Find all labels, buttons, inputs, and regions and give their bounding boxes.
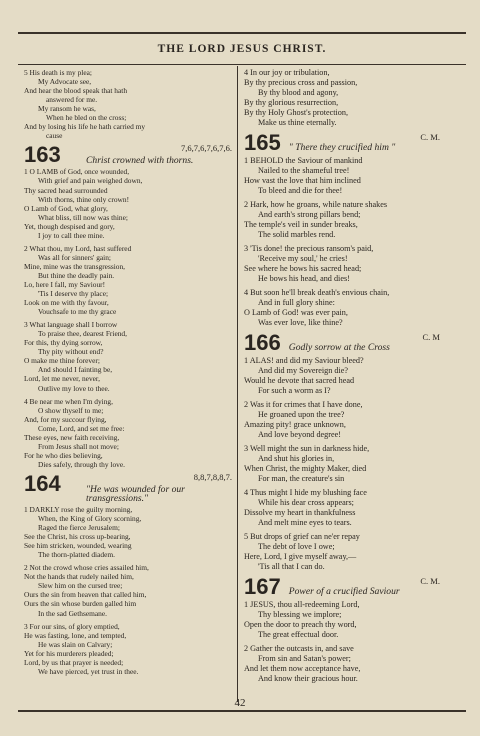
verse-line: My Advocate see,: [38, 77, 92, 87]
verse-line: 1 DARKLY rose the guilty morning,: [24, 505, 133, 515]
verse-line: See him stricken, wounded, wearing: [24, 541, 132, 551]
meter: C. M: [422, 332, 440, 342]
verse-line: Thy blessing we implore;: [258, 610, 342, 619]
verse-line: Ours the sin from heaven that called him,: [24, 590, 147, 600]
verse-line: For this, thy dying sorrow,: [24, 338, 103, 348]
hymn-header-167: [244, 576, 444, 598]
hymn-number: 165: [244, 130, 281, 155]
verse-line: He groaned upon the tree?: [258, 410, 345, 419]
verse-line: 4 But soon he'll break death's envious chain,: [244, 288, 390, 297]
verse-line: Was ever love, like thine?: [258, 318, 343, 327]
verse-line: With grief and pain weighed down,: [38, 176, 143, 186]
stanza: [244, 356, 444, 396]
verse-line: 1 ALAS! and did my Saviour bleed?: [244, 356, 364, 365]
stanza: [244, 200, 444, 240]
verse-line: And know their gracious hour.: [258, 674, 358, 683]
verse-line: Look on me with thy favour,: [24, 298, 109, 308]
verse-line: And should I fainting be,: [38, 365, 113, 375]
stanza: [24, 68, 236, 140]
verse-line: I joy to call thee mine.: [38, 230, 105, 240]
stanza: [24, 320, 236, 392]
verse-line: In the sad Gethsemane.: [38, 608, 107, 618]
hymn-title: " There they crucified him ": [288, 142, 396, 153]
verse-line: For man, the creature's sin: [258, 474, 345, 483]
meter: 8,8,7,8,8,7.: [193, 471, 232, 482]
meter: 7,6,7,6,7,6,7,6.: [181, 143, 232, 154]
verse-line: 4 Thus might I hide my blushing face: [244, 488, 367, 497]
hymn-number: 164: [24, 470, 61, 496]
verse-line: 3 What language shall I borrow: [24, 320, 118, 330]
verse-line: My ransom he was,: [38, 104, 96, 114]
hymn-header-163: [24, 142, 236, 168]
stanza: [24, 244, 236, 316]
verse-line: 1 JESUS, thou all-redeeming Lord,: [244, 600, 360, 609]
verse-line: And love beyond degree!: [258, 430, 341, 439]
stanza: [244, 288, 444, 328]
verse-line: 2 What thou, my Lord, hast suffered: [24, 243, 132, 253]
verse-line: O Lamb of God, what glory,: [24, 203, 108, 213]
verse-line: And, for my succour flying,: [24, 414, 107, 424]
running-header: THE LORD JESUS CHRIST.: [18, 32, 466, 65]
verse-line: He was fasting, lone, and tempted,: [24, 630, 127, 640]
column-divider: [237, 66, 238, 702]
verse-line: Lord, let me never, never,: [24, 374, 100, 384]
verse-line: And hear the blood speak that hath: [24, 86, 128, 96]
stanza: [24, 622, 236, 676]
verse-line: He was slain on Calvary;: [38, 639, 113, 649]
verse-line: Slew him on the cursed tree;: [38, 581, 123, 591]
verse-line: What bliss, till now was thine;: [38, 212, 128, 222]
left-column: [24, 68, 236, 680]
verse-line: 4 Be near me when I'm dying,: [24, 396, 113, 406]
verse-line: And did my Sovereign die?: [258, 366, 349, 375]
verse-line: O Lamb of God! was ever pain,: [244, 308, 348, 317]
verse-line: Come, Lord, and set me free:: [38, 423, 125, 433]
verse-line: By thy precious cross and passion,: [244, 78, 358, 87]
stanza: [244, 532, 444, 572]
verse-line: 2 Gather the outcasts in, and save: [244, 644, 354, 653]
verse-line: 2 Not the crowd whose cries assailed him,: [24, 563, 149, 573]
verse-line: 1 O LAMB of God, once wounded,: [24, 167, 130, 177]
hymn-header-166: [244, 332, 444, 354]
hymn-number: 167: [244, 574, 281, 599]
verse-line: The great effectual door.: [258, 630, 339, 639]
verse-line: To praise thee, dearest Friend,: [38, 329, 127, 339]
verse-line: And shut his glories in,: [258, 454, 335, 463]
stanza: [244, 644, 444, 684]
right-column: [244, 68, 444, 688]
hymn-title: "He was wounded for our transgressions.": [86, 483, 185, 504]
verse-line: 1 BEHOLD the Saviour of mankind: [244, 156, 363, 165]
verse-line: We have pierced, yet trust in thee.: [38, 666, 139, 676]
verse-line: And earth's strong pillars bend;: [258, 210, 361, 219]
verse-line: He bows his head, and dies!: [258, 274, 350, 283]
verse-line: See where he bows his sacred head;: [244, 264, 362, 273]
stanza: [244, 68, 444, 128]
verse-line: The thorn-platted diadem.: [38, 550, 115, 560]
verse-line: But thine the deadly pain.: [38, 270, 115, 280]
verse-line: Would he devote that sacred head: [244, 376, 355, 385]
verse-line: When Christ, the mighty Maker, died: [244, 464, 367, 473]
stanza: [24, 167, 236, 239]
hymn-number: 163: [24, 142, 61, 168]
verse-line: 2 Hark, how he groans, while nature shakes: [244, 200, 388, 209]
verse-line: Ours the sin whose burden galled him: [24, 599, 137, 609]
verse-line: From sin and Satan's power;: [258, 654, 351, 663]
verse-line: 'Receive my soul,' he cries!: [258, 254, 348, 263]
page-number: 42: [234, 697, 246, 709]
stanza: [244, 156, 444, 196]
bottom-rule: [18, 710, 466, 712]
hymn-title: Godly sorrow at the Cross: [288, 342, 390, 353]
verse-line: Open the door to preach thy word,: [244, 620, 357, 629]
verse-line: From Jesus shall not move;: [38, 441, 119, 451]
stanza: [244, 244, 444, 284]
hymn-title: Christ crowned with thorns.: [86, 155, 194, 167]
verse-line: And melt mine eyes to tears.: [258, 518, 352, 527]
hymn-header-165: [244, 132, 444, 154]
verse-line: Yet, though despised and gory,: [24, 221, 115, 231]
meter: C. M.: [420, 132, 440, 142]
verse-line: And by losing his life he hath carried my: [24, 122, 146, 132]
verse-line: How vast the love that him inclined: [244, 176, 361, 185]
verse-line: And let them now acceptance have,: [244, 664, 361, 673]
verse-line: 4 In our joy or tribulation,: [244, 68, 330, 77]
verse-line: The debt of love I owe;: [258, 542, 335, 551]
verse-line: 'Tis I deserve thy place;: [38, 289, 109, 299]
verse-line: Raged the fierce Jerusalem;: [38, 523, 120, 533]
verse-line: 2 Was it for crimes that I have done,: [244, 400, 363, 409]
verse-line: When, the King of Glory scorning,: [38, 514, 142, 524]
verse-line: By thy blood and agony,: [258, 88, 339, 97]
stanza: [244, 488, 444, 528]
verse-line: Mine, mine was the transgression,: [24, 261, 125, 271]
verse-line: Lord, by us that prayer is needed;: [24, 657, 124, 667]
verse-line: For he who dies believing,: [24, 450, 103, 460]
verse-line: O make me thine forever;: [24, 356, 100, 366]
verse-line: With thorns, thine only crown!: [38, 194, 130, 204]
verse-line: The solid marbles rend.: [258, 230, 336, 239]
verse-line: Was all for sinners' gain;: [38, 252, 111, 262]
verse-line: 5 But drops of grief can ne'er repay: [244, 532, 360, 541]
verse-line: By thy Holy Ghost's protection,: [244, 108, 349, 117]
verse-line: When he bled on the cross;: [46, 113, 127, 123]
stanza: [24, 397, 236, 469]
verse-line: Amazing pity! grace unknown,: [244, 420, 346, 429]
verse-line: To bleed and die for thee!: [258, 186, 343, 195]
verse-line: 'Tis all that I can do.: [258, 562, 325, 571]
verse-line: Nailed to the shameful tree!: [258, 166, 350, 175]
verse-line: Yet for his murderers pleaded;: [24, 648, 114, 658]
verse-line: 3 Well might the sun in darkness hide,: [244, 444, 370, 453]
stanza: [244, 600, 444, 640]
verse-line: See the Christ, his cross up-bearing,: [24, 532, 131, 542]
verse-line: For such a worm as I?: [258, 386, 331, 395]
hymn-title: Power of a crucified Saviour: [288, 586, 400, 597]
verse-line: Vouchsafe to me thy grace: [38, 307, 117, 317]
verse-line: 5 His death is my plea;: [24, 68, 92, 77]
verse-line: And in full glory shine:: [258, 298, 335, 307]
verse-line: answered for me.: [46, 95, 98, 105]
verse-line: Dissolve my heart in thankfulness: [244, 508, 356, 517]
verse-line: Here, Lord, I give myself away,—: [244, 552, 357, 561]
verse-line: 3 'Tis done! the precious ransom's paid,: [244, 244, 374, 253]
verse-line: Make us thine eternally.: [258, 118, 337, 127]
verse-line: By thy glorious resurrection,: [244, 98, 339, 107]
verse-line: Thy pity without end?: [38, 347, 104, 357]
verse-line: cause: [46, 131, 63, 141]
hymn-header-164: [24, 470, 236, 504]
stanza: [244, 400, 444, 440]
verse-line: O show thyself to me;: [38, 405, 104, 415]
stanza: [24, 505, 236, 559]
verse-line: Dies safely, through thy love.: [38, 459, 125, 469]
stanza: [24, 563, 236, 617]
verse-line: Not the hands that rudely nailed him,: [24, 572, 134, 582]
verse-line: Outlive my love to thee.: [38, 383, 110, 393]
verse-line: These eyes, new faith receiving,: [24, 432, 120, 442]
verse-line: Lo, here I fall, my Saviour!: [24, 279, 106, 289]
verse-line: Thy sacred head surrounded: [24, 185, 108, 195]
verse-line: While his dear cross appears;: [258, 498, 354, 507]
verse-line: The temple's veil in sunder breaks,: [244, 220, 358, 229]
stanza: [244, 444, 444, 484]
hymn-number: 166: [244, 330, 281, 355]
verse-line: 3 For our sins, of glory emptied,: [24, 621, 120, 631]
meter: C. M.: [420, 576, 440, 586]
